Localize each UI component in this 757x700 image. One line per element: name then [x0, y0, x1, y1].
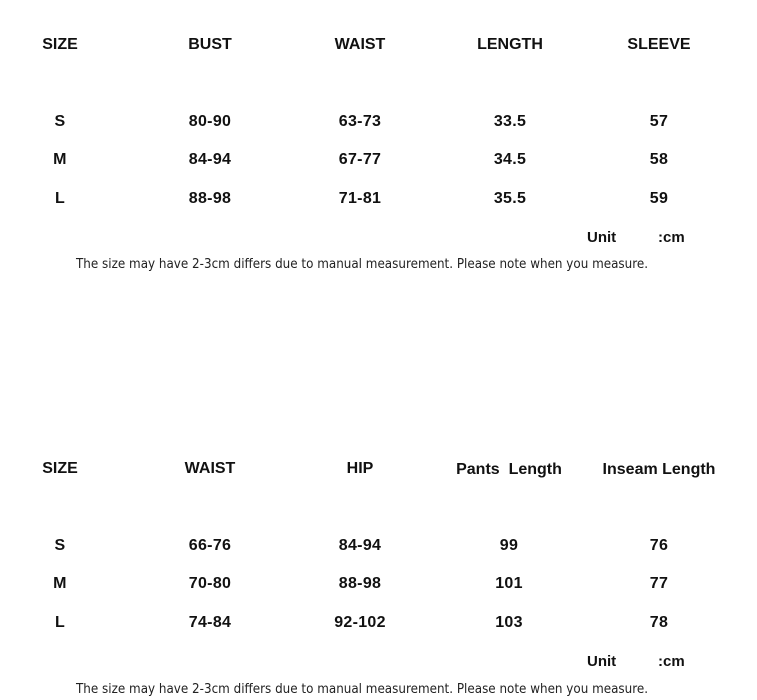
bust-cell: 84-94	[188, 151, 232, 168]
waist-cell: 66-76	[188, 537, 232, 554]
pants-length-cell: 101	[495, 575, 523, 592]
unit-label: Unit	[587, 229, 617, 246]
waist-cell: 70-80	[188, 575, 232, 592]
header-sleeve: SLEEVE	[627, 36, 691, 53]
header-waist: WAIST	[334, 36, 386, 53]
inseam-length-cell: 76	[649, 537, 669, 554]
unit-value: :cm	[658, 653, 685, 670]
hip-cell: 84-94	[338, 537, 382, 554]
sleeve-cell: 59	[649, 190, 669, 207]
pants-length-cell: 99	[499, 537, 519, 554]
length-cell: 35.5	[493, 190, 527, 207]
header-length: LENGTH	[477, 36, 543, 53]
header-inseam-length: Inseam Length	[602, 461, 716, 478]
waist-cell: 67-77	[338, 151, 382, 168]
hip-cell: 92-102	[334, 614, 386, 631]
size-cell: S	[54, 537, 66, 554]
size-cell: M	[53, 575, 67, 592]
inseam-length-cell: 78	[649, 614, 669, 631]
length-cell: 34.5	[493, 151, 527, 168]
unit-value: :cm	[658, 229, 685, 246]
header-size: SIZE	[42, 36, 78, 53]
hip-cell: 88-98	[338, 575, 382, 592]
waist-cell: 74-84	[188, 614, 232, 631]
bust-cell: 88-98	[188, 190, 232, 207]
inseam-length-cell: 77	[649, 575, 669, 592]
waist-cell: 71-81	[338, 190, 382, 207]
pants-length-cell: 103	[495, 614, 523, 631]
measurement-note: The size may have 2-3cm differs due to manual measurement. Please note when you measure.	[76, 682, 649, 697]
header-size: SIZE	[42, 460, 78, 477]
bust-cell: 80-90	[188, 113, 232, 130]
size-cell: S	[54, 113, 66, 130]
size-cell: M	[53, 151, 67, 168]
header-waist: WAIST	[184, 460, 236, 477]
size-cell: L	[54, 190, 66, 207]
sleeve-cell: 58	[649, 151, 669, 168]
header-hip: HIP	[346, 460, 374, 477]
unit-label: Unit	[587, 653, 617, 670]
size-cell: L	[54, 614, 66, 631]
header-pants-length: Pants Length	[456, 461, 562, 478]
header-bust: BUST	[188, 36, 232, 53]
sleeve-cell: 57	[649, 113, 669, 130]
length-cell: 33.5	[493, 113, 527, 130]
measurement-note: The size may have 2-3cm differs due to manual measurement. Please note when you measure.	[76, 257, 649, 272]
waist-cell: 63-73	[338, 113, 382, 130]
